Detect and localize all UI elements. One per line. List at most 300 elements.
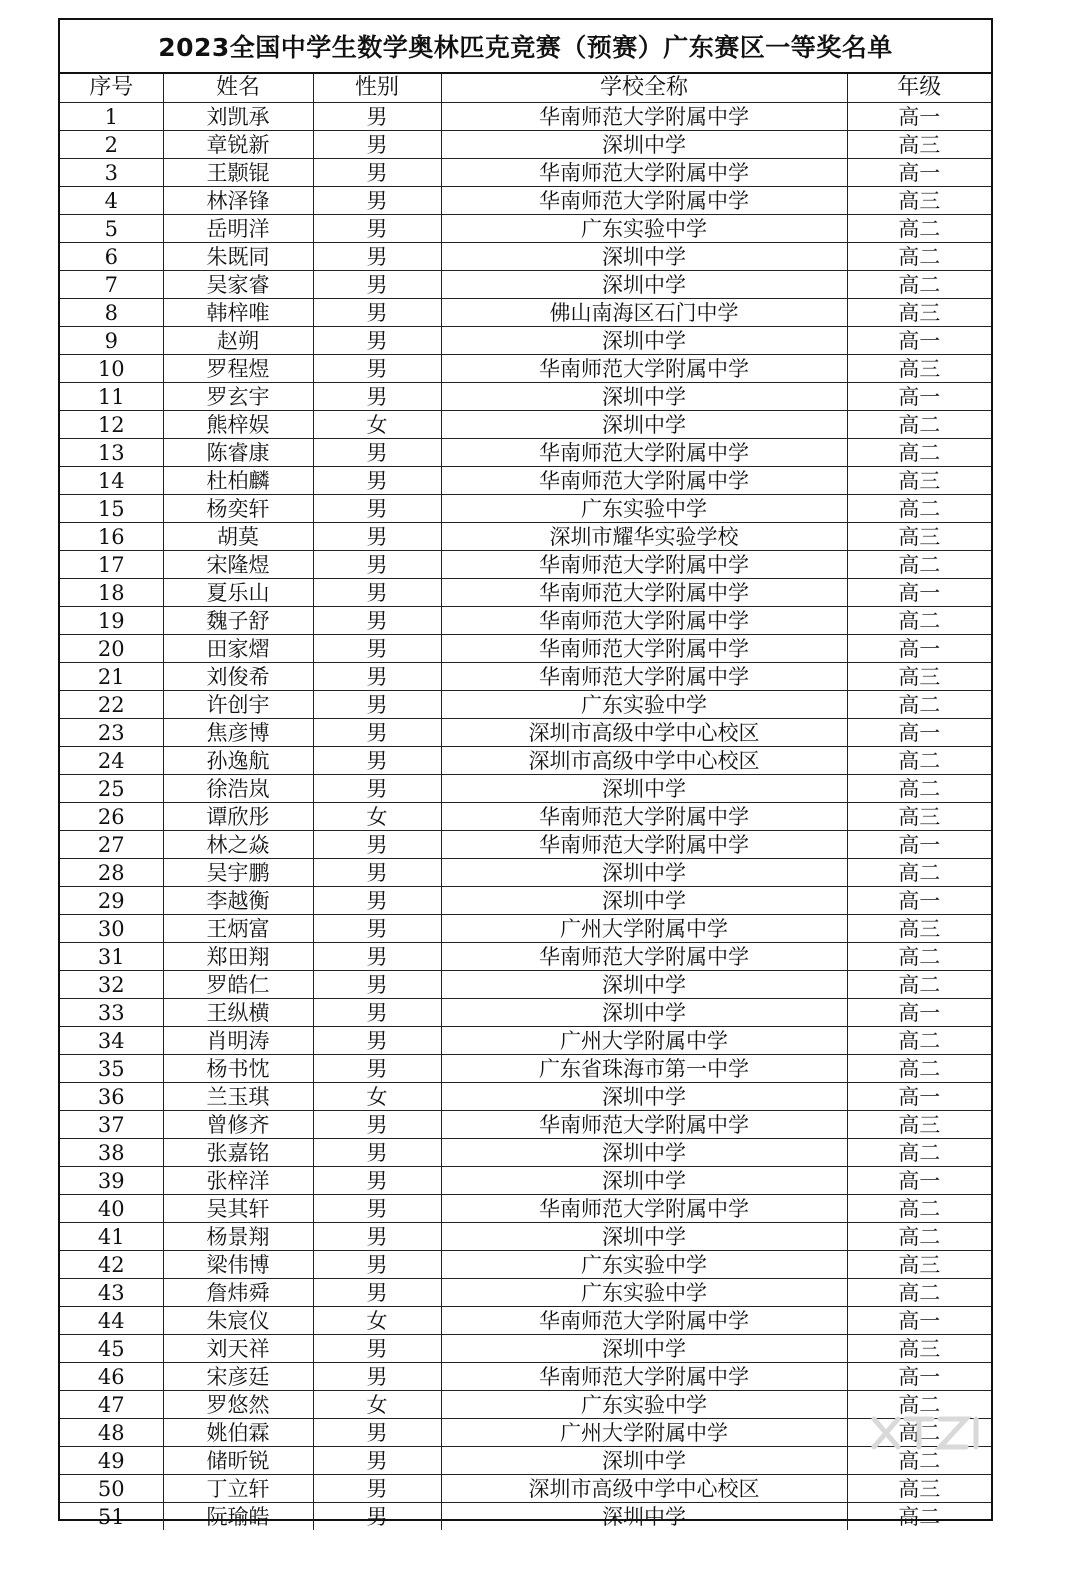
table-row <box>60 271 991 299</box>
cell-school: 华南师范大学附属中学 <box>441 103 847 131</box>
cell-grade: 高二 <box>847 691 991 719</box>
cell-school: 深圳中学 <box>441 1139 847 1167</box>
cell-gender: 男 <box>313 355 441 383</box>
cell-grade: 高二 <box>847 859 991 887</box>
cell-gender: 男 <box>313 159 441 187</box>
cell-name: 许创宇 <box>163 691 313 719</box>
cell-gender: 男 <box>313 607 441 635</box>
cell-name: 杨景翔 <box>163 1223 313 1251</box>
cell-school: 华南师范大学附属中学 <box>441 159 847 187</box>
cell-name: 林泽锋 <box>163 187 313 215</box>
cell-number: 8 <box>60 299 163 327</box>
table-row <box>60 943 991 971</box>
table-row <box>60 1195 991 1223</box>
column-header-grade: 年级 <box>847 74 991 103</box>
cell-name: 兰玉琪 <box>163 1083 313 1111</box>
cell-school: 广东实验中学 <box>441 1391 847 1419</box>
cell-gender: 女 <box>313 1307 441 1335</box>
cell-gender: 男 <box>313 103 441 131</box>
cell-number: 31 <box>60 943 163 971</box>
cell-number: 26 <box>60 803 163 831</box>
cell-grade: 高三 <box>847 131 991 159</box>
cell-gender: 男 <box>313 523 441 551</box>
cell-school: 深圳中学 <box>441 1335 847 1363</box>
table-row <box>60 747 991 775</box>
cell-number: 20 <box>60 635 163 663</box>
column-header-gender: 性别 <box>313 74 441 103</box>
cell-number: 13 <box>60 439 163 467</box>
table-row <box>60 383 991 411</box>
cell-gender: 女 <box>313 1391 441 1419</box>
cell-name: 张嘉铭 <box>163 1139 313 1167</box>
cell-number: 38 <box>60 1139 163 1167</box>
cell-number: 3 <box>60 159 163 187</box>
cell-number: 6 <box>60 243 163 271</box>
cell-gender: 男 <box>313 439 441 467</box>
cell-school: 广州大学附属中学 <box>441 1419 847 1447</box>
cell-number: 10 <box>60 355 163 383</box>
cell-number: 9 <box>60 327 163 355</box>
cell-school: 广东实验中学 <box>441 691 847 719</box>
cell-name: 孙逸航 <box>163 747 313 775</box>
column-header-name: 姓名 <box>163 74 313 103</box>
cell-school: 佛山南海区石门中学 <box>441 299 847 327</box>
cell-gender: 男 <box>313 215 441 243</box>
cell-number: 50 <box>60 1475 163 1503</box>
cell-grade: 高二 <box>847 271 991 299</box>
cell-number: 11 <box>60 383 163 411</box>
table-row <box>60 635 991 663</box>
cell-name: 吴其轩 <box>163 1195 313 1223</box>
cell-gender: 男 <box>313 187 441 215</box>
cell-number: 17 <box>60 551 163 579</box>
cell-school: 深圳中学 <box>441 243 847 271</box>
cell-school: 华南师范大学附属中学 <box>441 803 847 831</box>
cell-school: 深圳中学 <box>441 327 847 355</box>
cell-school: 深圳中学 <box>441 1083 847 1111</box>
cell-grade: 高二 <box>847 747 991 775</box>
cell-school: 华南师范大学附属中学 <box>441 355 847 383</box>
cell-school: 华南师范大学附属中学 <box>441 1307 847 1335</box>
cell-name: 詹炜舜 <box>163 1279 313 1307</box>
table-row <box>60 495 991 523</box>
table-row <box>60 775 991 803</box>
cell-school: 深圳中学 <box>441 971 847 999</box>
cell-school: 深圳中学 <box>441 859 847 887</box>
cell-grade: 高二 <box>847 411 991 439</box>
cell-school: 深圳中学 <box>441 131 847 159</box>
table-row <box>60 1363 991 1391</box>
cell-grade: 高二 <box>847 943 991 971</box>
cell-number: 1 <box>60 103 163 131</box>
cell-school: 深圳中学 <box>441 1503 847 1531</box>
table-row <box>60 1251 991 1279</box>
cell-number: 18 <box>60 579 163 607</box>
table-row <box>60 803 991 831</box>
cell-number: 44 <box>60 1307 163 1335</box>
document-title: 2023全国中学生数学奥林匹克竞赛（预赛）广东赛区一等奖名单 <box>60 20 991 74</box>
cell-grade: 高三 <box>847 299 991 327</box>
table-row <box>60 103 991 131</box>
cell-number: 15 <box>60 495 163 523</box>
table-row <box>60 999 991 1027</box>
cell-grade: 高三 <box>847 1111 991 1139</box>
cell-school: 广州大学附属中学 <box>441 1027 847 1055</box>
cell-number: 36 <box>60 1083 163 1111</box>
cell-name: 朱宸仪 <box>163 1307 313 1335</box>
table-row <box>60 1419 991 1447</box>
cell-grade: 高二 <box>847 1055 991 1083</box>
cell-grade: 高二 <box>847 1223 991 1251</box>
cell-gender: 男 <box>313 971 441 999</box>
cell-gender: 男 <box>313 1419 441 1447</box>
cell-school: 深圳中学 <box>441 775 847 803</box>
column-header-number: 序号 <box>60 74 163 103</box>
cell-name: 岳明洋 <box>163 215 313 243</box>
cell-gender: 男 <box>313 327 441 355</box>
cell-gender: 男 <box>313 467 441 495</box>
cell-school: 深圳市高级中学中心校区 <box>441 747 847 775</box>
cell-grade: 高一 <box>847 579 991 607</box>
cell-grade: 高一 <box>847 103 991 131</box>
cell-grade: 高二 <box>847 439 991 467</box>
award-table <box>60 74 991 1530</box>
cell-school: 深圳中学 <box>441 1167 847 1195</box>
cell-grade: 高三 <box>847 523 991 551</box>
cell-grade: 高一 <box>847 887 991 915</box>
cell-grade: 高二 <box>847 607 991 635</box>
table-row <box>60 1111 991 1139</box>
cell-grade: 高三 <box>847 1251 991 1279</box>
cell-grade: 高三 <box>847 663 991 691</box>
cell-grade: 高二 <box>847 971 991 999</box>
table-row <box>60 719 991 747</box>
cell-name: 章锐新 <box>163 131 313 159</box>
cell-school: 深圳中学 <box>441 383 847 411</box>
cell-gender: 男 <box>313 1167 441 1195</box>
cell-number: 14 <box>60 467 163 495</box>
table-row <box>60 691 991 719</box>
cell-grade: 高二 <box>847 1027 991 1055</box>
cell-number: 5 <box>60 215 163 243</box>
cell-gender: 男 <box>313 1251 441 1279</box>
cell-grade: 高一 <box>847 1307 991 1335</box>
cell-grade: 高一 <box>847 159 991 187</box>
cell-grade: 高二 <box>847 1419 991 1447</box>
cell-number: 24 <box>60 747 163 775</box>
cell-number: 40 <box>60 1195 163 1223</box>
cell-grade: 高二 <box>847 775 991 803</box>
cell-grade: 高二 <box>847 1391 991 1419</box>
cell-gender: 男 <box>313 1195 441 1223</box>
cell-name: 罗程煜 <box>163 355 313 383</box>
cell-number: 37 <box>60 1111 163 1139</box>
cell-school: 华南师范大学附属中学 <box>441 1111 847 1139</box>
cell-grade: 高二 <box>847 1279 991 1307</box>
cell-name: 李越衡 <box>163 887 313 915</box>
table-row <box>60 467 991 495</box>
cell-gender: 男 <box>313 1111 441 1139</box>
cell-name: 夏乐山 <box>163 579 313 607</box>
cell-grade: 高二 <box>847 215 991 243</box>
cell-school: 华南师范大学附属中学 <box>441 607 847 635</box>
cell-school: 深圳中学 <box>441 271 847 299</box>
cell-school: 华南师范大学附属中学 <box>441 187 847 215</box>
cell-name: 王颢锟 <box>163 159 313 187</box>
table-row <box>60 971 991 999</box>
table-row <box>60 1139 991 1167</box>
table-row <box>60 1447 991 1475</box>
cell-name: 韩梓唯 <box>163 299 313 327</box>
cell-school: 广东实验中学 <box>441 1279 847 1307</box>
table-row <box>60 215 991 243</box>
cell-name: 吴宇鹏 <box>163 859 313 887</box>
cell-name: 罗皓仁 <box>163 971 313 999</box>
cell-gender: 男 <box>313 551 441 579</box>
table-row <box>60 1055 991 1083</box>
cell-gender: 男 <box>313 243 441 271</box>
table-row <box>60 159 991 187</box>
cell-number: 45 <box>60 1335 163 1363</box>
cell-school: 深圳中学 <box>441 1447 847 1475</box>
cell-number: 2 <box>60 131 163 159</box>
table-row <box>60 915 991 943</box>
cell-name: 朱既同 <box>163 243 313 271</box>
table-row <box>60 1391 991 1419</box>
table-row <box>60 663 991 691</box>
cell-name: 陈睿康 <box>163 439 313 467</box>
cell-school: 广东实验中学 <box>441 495 847 523</box>
table-row <box>60 187 991 215</box>
table-row <box>60 1083 991 1111</box>
cell-school: 广州大学附属中学 <box>441 915 847 943</box>
cell-school: 华南师范大学附属中学 <box>441 579 847 607</box>
cell-number: 7 <box>60 271 163 299</box>
cell-grade: 高二 <box>847 551 991 579</box>
table-row <box>60 1503 991 1531</box>
table-row <box>60 831 991 859</box>
cell-number: 30 <box>60 915 163 943</box>
cell-gender: 男 <box>313 663 441 691</box>
cell-name: 肖明涛 <box>163 1027 313 1055</box>
table-body <box>60 103 991 1531</box>
cell-grade: 高二 <box>847 243 991 271</box>
cell-number: 43 <box>60 1279 163 1307</box>
table-row <box>60 1475 991 1503</box>
cell-number: 49 <box>60 1447 163 1475</box>
cell-school: 广东实验中学 <box>441 215 847 243</box>
cell-name: 吴家睿 <box>163 271 313 299</box>
cell-name: 林之焱 <box>163 831 313 859</box>
table-row <box>60 1167 991 1195</box>
table-row <box>60 131 991 159</box>
table-row <box>60 411 991 439</box>
cell-grade: 高三 <box>847 915 991 943</box>
cell-gender: 女 <box>313 411 441 439</box>
table-row <box>60 1223 991 1251</box>
cell-name: 刘俊希 <box>163 663 313 691</box>
cell-school: 深圳中学 <box>441 411 847 439</box>
column-header-school: 学校全称 <box>441 74 847 103</box>
cell-grade: 高二 <box>847 1139 991 1167</box>
cell-number: 42 <box>60 1251 163 1279</box>
cell-grade: 高二 <box>898 1504 941 1529</box>
table-row <box>60 1027 991 1055</box>
cell-name: 魏子舒 <box>163 607 313 635</box>
cell-number: 48 <box>60 1419 163 1447</box>
cell-gender: 男 <box>313 859 441 887</box>
cell-grade: 高三 <box>847 803 991 831</box>
cell-gender: 男 <box>313 495 441 523</box>
cell-number: 32 <box>60 971 163 999</box>
cell-number: 19 <box>60 607 163 635</box>
cell-school: 华南师范大学附属中学 <box>441 663 847 691</box>
cell-gender: 男 <box>313 635 441 663</box>
cell-school: 华南师范大学附属中学 <box>441 551 847 579</box>
cell-number: 22 <box>60 691 163 719</box>
cell-number: 25 <box>60 775 163 803</box>
cell-name: 刘天祥 <box>163 1335 313 1363</box>
cell-gender: 男 <box>313 271 441 299</box>
cell-number: 46 <box>60 1363 163 1391</box>
cell-school: 深圳市高级中学中心校区 <box>441 719 847 747</box>
cell-number: 28 <box>60 859 163 887</box>
cell-gender: 男 <box>313 1335 441 1363</box>
cell-number: 29 <box>60 887 163 915</box>
cell-name: 王纵横 <box>163 999 313 1027</box>
cell-name: 熊梓娱 <box>163 411 313 439</box>
cell-gender: 男 <box>313 299 441 327</box>
cell-gender: 男 <box>313 999 441 1027</box>
cell-name: 曾修齐 <box>163 1111 313 1139</box>
cell-name: 宋隆煜 <box>163 551 313 579</box>
cell-grade: 高一 <box>847 327 991 355</box>
cell-gender: 女 <box>313 1083 441 1111</box>
cell-school: 深圳中学 <box>441 887 847 915</box>
cell-number: 4 <box>60 187 163 215</box>
cell-name: 阮瑜皓 <box>163 1503 313 1531</box>
cell-name: 谭欣彤 <box>163 803 313 831</box>
table-row <box>60 355 991 383</box>
cell-number: 51 <box>60 1503 163 1531</box>
cell-gender: 男 <box>313 1139 441 1167</box>
cell-gender: 男 <box>313 691 441 719</box>
table-header-row <box>60 74 991 103</box>
table-row <box>60 1279 991 1307</box>
cell-school: 广东实验中学 <box>441 1251 847 1279</box>
cell-name: 罗悠然 <box>163 1391 313 1419</box>
cell-name: 田家熠 <box>163 635 313 663</box>
cell-gender: 男 <box>313 1027 441 1055</box>
cell-school: 华南师范大学附属中学 <box>441 635 847 663</box>
cell-name: 丁立轩 <box>163 1475 313 1503</box>
cell-number: 12 <box>60 411 163 439</box>
table-row <box>60 243 991 271</box>
cell-grade: 高三 <box>847 1475 991 1503</box>
cell-gender: 男 <box>313 131 441 159</box>
cell-gender: 女 <box>313 803 441 831</box>
award-list-sheet <box>58 18 993 1529</box>
cell-name: 杨书忱 <box>163 1055 313 1083</box>
cell-name: 姚伯霖 <box>163 1419 313 1447</box>
cell-gender: 男 <box>313 943 441 971</box>
cell-gender: 男 <box>313 1503 441 1531</box>
cell-gender: 男 <box>313 1363 441 1391</box>
table-row <box>60 607 991 635</box>
cell-gender: 男 <box>313 887 441 915</box>
cell-name: 罗玄宇 <box>163 383 313 411</box>
cell-name: 徐浩岚 <box>163 775 313 803</box>
cell-gender: 男 <box>313 831 441 859</box>
table-row <box>60 551 991 579</box>
cell-gender: 男 <box>313 1279 441 1307</box>
cell-school: 华南师范大学附属中学 <box>441 467 847 495</box>
cell-grade: 高一 <box>847 1167 991 1195</box>
cell-gender: 男 <box>313 747 441 775</box>
cell-gender: 男 <box>313 383 441 411</box>
cell-grade: 高一 <box>847 999 991 1027</box>
cell-school: 深圳市高级中学中心校区 <box>441 1475 847 1503</box>
cell-grade: 高二 <box>847 495 991 523</box>
cell-name: 张梓洋 <box>163 1167 313 1195</box>
cell-number: 34 <box>60 1027 163 1055</box>
cell-name: 梁伟博 <box>163 1251 313 1279</box>
cell-school: 广东省珠海市第一中学 <box>441 1055 847 1083</box>
cell-school: 华南师范大学附属中学 <box>441 831 847 859</box>
table-row <box>60 439 991 467</box>
cell-name: 胡莫 <box>163 523 313 551</box>
cell-grade: 高一 <box>847 383 991 411</box>
cell-number: 27 <box>60 831 163 859</box>
cell-gender: 男 <box>313 1223 441 1251</box>
cell-school: 深圳中学 <box>441 1223 847 1251</box>
cell-grade: 高三 <box>847 467 991 495</box>
cell-grade: 高三 <box>847 355 991 383</box>
cell-number: 16 <box>60 523 163 551</box>
cell-school: 华南师范大学附属中学 <box>441 1363 847 1391</box>
cell-grade: 高一 <box>847 1363 991 1391</box>
table-row <box>60 523 991 551</box>
cell-school: 深圳市耀华实验学校 <box>441 523 847 551</box>
cell-name: 王炳富 <box>163 915 313 943</box>
cell-number: 41 <box>60 1223 163 1251</box>
table-row <box>60 859 991 887</box>
cell-grade: 高二 <box>847 1195 991 1223</box>
cell-number: 39 <box>60 1167 163 1195</box>
cell-grade: 高一 <box>847 1083 991 1111</box>
cell-grade: 高三 <box>847 1335 991 1363</box>
table-row <box>60 1307 991 1335</box>
cell-gender: 男 <box>313 719 441 747</box>
cell-name: 杨奕轩 <box>163 495 313 523</box>
cell-number: 23 <box>60 719 163 747</box>
cell-grade: 高一 <box>847 635 991 663</box>
cell-gender: 男 <box>313 775 441 803</box>
cell-gender: 男 <box>313 915 441 943</box>
cell-name: 刘凯承 <box>163 103 313 131</box>
cell-grade: 高三 <box>847 187 991 215</box>
cell-name: 宋彦廷 <box>163 1363 313 1391</box>
cell-school: 华南师范大学附属中学 <box>441 943 847 971</box>
cell-number: 35 <box>60 1055 163 1083</box>
cell-grade: 高二 <box>847 1447 991 1475</box>
cell-number: 33 <box>60 999 163 1027</box>
table-row <box>60 1335 991 1363</box>
table-row <box>60 887 991 915</box>
cell-name: 赵朔 <box>163 327 313 355</box>
cell-grade: 高一 <box>847 719 991 747</box>
cell-gender: 男 <box>313 1475 441 1503</box>
